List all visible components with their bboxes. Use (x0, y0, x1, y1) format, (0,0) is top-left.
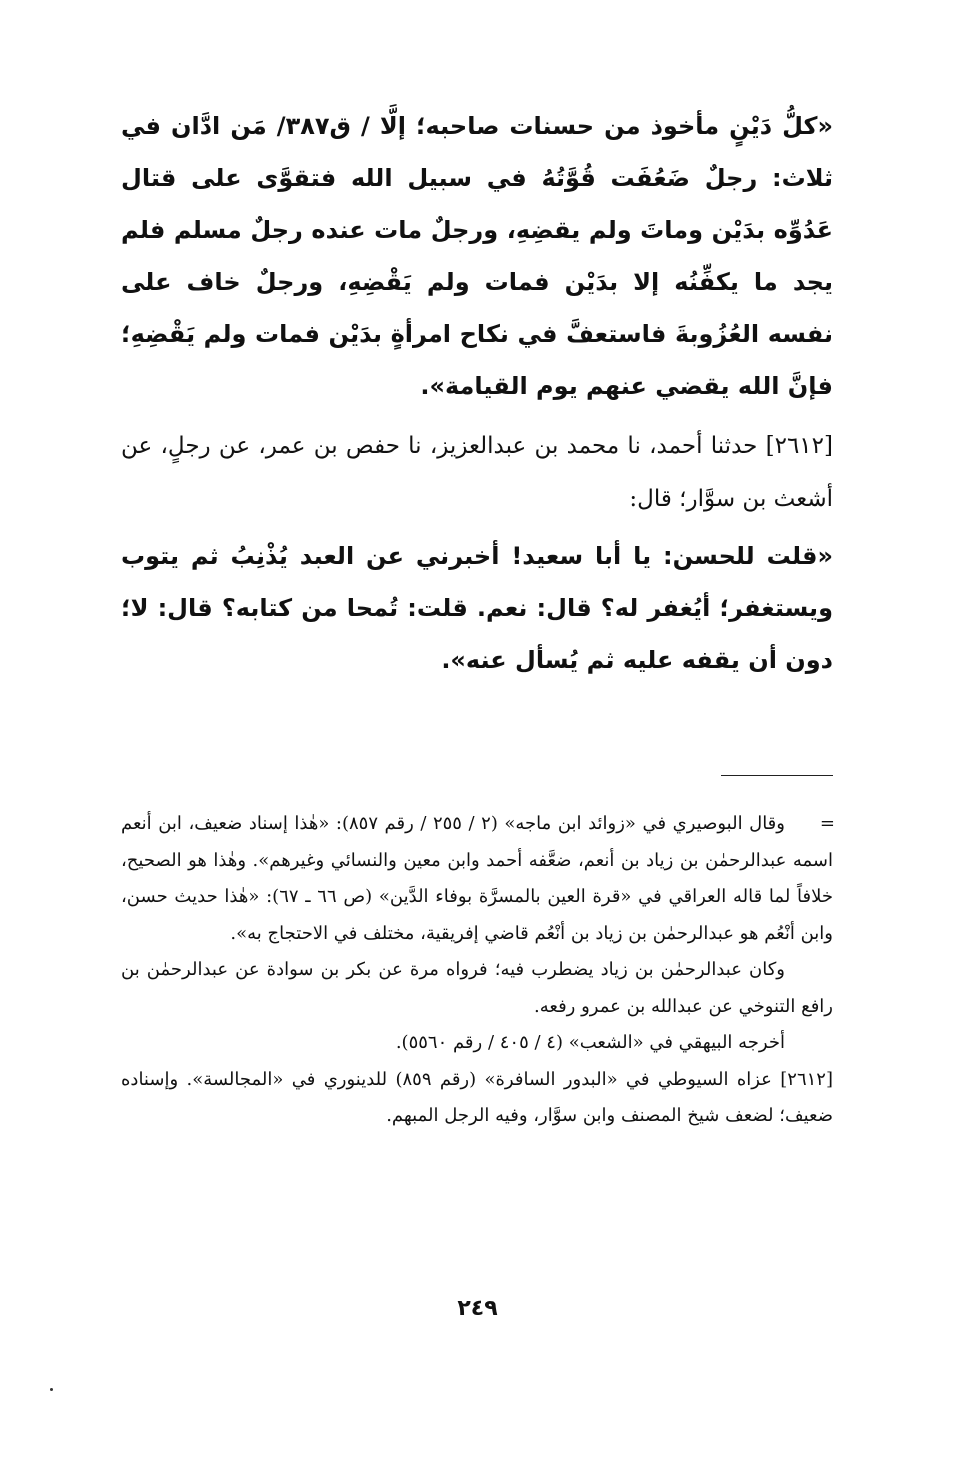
footnote-paragraph-2: وكان عبدالرحمٰن بن زياد يضطرب فيه؛ فرواه مرة عن بكر بن سوادة عن عبدالرحمٰن بن رافع التنوخي عن عبدالله بن عمرو رفعه. (121, 959, 833, 1017)
footnote-continued-text: وقال البوصيري في «زوائد ابن ماجه» (٢ / ٢٥٥ / رقم ٨٥٧): «هٰذا إسناد ضعيف، ابن أنعم اسمه عبدالرحمٰن بن زياد بن أنعم، ضعَّفه أحمد وابن معين والنسائي وغيرهم». وهٰذا هو الصحيح، خلافاً لما قاله العراقي في «قرة العين بالمسرَّة بوفاء الدَّين» (ص ٦٦ ـ ٦٧): «هٰذا حديث حسن، وابن أنْعُم هو عبدالرحمٰن بن زياد بن أنْعُم قاضي إفريقية، مختلف في الاحتجاج به». (121, 813, 833, 944)
footnote-separator (721, 775, 833, 776)
main-text (121, 100, 833, 686)
hadith-text-1: «كلُّ دَيْنٍ مأخوذ من حسنات صاحبه؛ إلَّا / ق٣٨٧/ مَن ادَّان في ثلاث: رجلٌ ضَعُفَت قُوَّتُهُ في سبيل الله فتقوَّى على قتال عَدُوِّه بدَيْن وماتَ ولم يقضِهِ، ورجلٌ مات عنده رجلٌ مسلم فلم يجد ما يكفِّنُه إلا بدَيْن فمات ولم يَقْضِهِ، ورجلٌ خاف على نفسه العُزُوبةَ فاستعفَّ في نكاح امرأةٍ بدَيْن فمات ولم يَقْضِهِ؛ فإنَّ الله يقضي عنهم يوم القيامة». (121, 112, 833, 400)
footnote-continued (121, 806, 833, 952)
footnotes (121, 806, 833, 1135)
hadith-text-2: «قلت للحسن: يا أبا سعيد! أخبرني عن العبد يُذْنِبُ ثم يتوب ويستغفر؛ أيُغفر له؟ قال: نعم. قلت: تُمحا من كتابه؟ قال: لا؛ دون أن يقفه عليه ثم يُسأل عنه». (121, 542, 833, 674)
footnote-2612: [٢٦١٢] عزاه السيوطي في «البدور السافرة» (رقم ٨٥٩) للدينوري في «المجالسة». وإسناده ضعيف؛ لضعف شيخ المصنف وابن سوَّار، وفيه الرجل المبهم. (121, 1068, 833, 1126)
footnote-paragraph-3: أخرجه البيهقي في «الشعب» (٤ / ٤٠٥ / رقم ٥٥٦٠). (395, 1032, 785, 1053)
scan-speck (50, 1388, 53, 1391)
page-number: ٢٤٩ (457, 1296, 498, 1321)
continuation-mark: = (819, 813, 835, 834)
isnad-2612: [٢٦١٢] حدثنا أحمد، نا محمد بن عبدالعزيز، نا حفص بن عمر، عن رجلٍ، عن أشعث بن سوَّار؛ قال: (121, 433, 833, 512)
